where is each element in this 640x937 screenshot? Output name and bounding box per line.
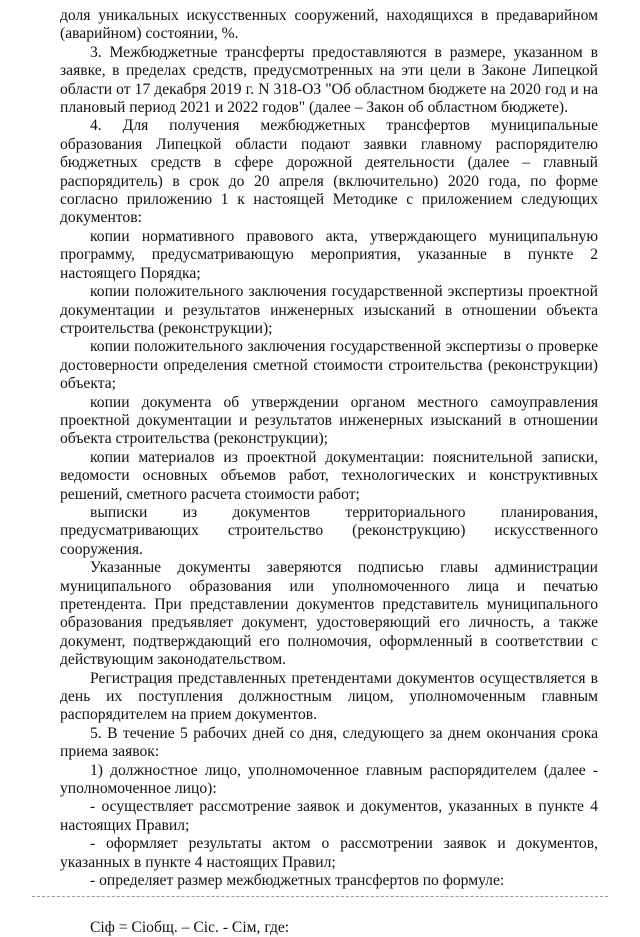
- paragraph-1: доля уникальных искусственных сооружений, находящихся в предаварийном (аварийном) состоянии, %.: [60, 7, 598, 43]
- paragraph-clause-5: 5. В течение 5 рабочих дней со дня, следующего за днем окончания срока приема заявок:: [60, 724, 598, 761]
- list-item-expertise-conclusion: копии положительного заключения государственной экспертизы проектной документации и результатов инженерных изысканий в отношении объекта строительства (реконструкции);: [60, 283, 598, 337]
- list-item-normative-act: копии нормативного правового акта, утверждающего муниципальную программу, предусматривающую мероприятия, указанные в пункте 2 настоящего Порядка;: [60, 227, 598, 282]
- list-item-approval-document: копии документа об утверждении органом местного самоуправления проектной документации и результатов инженерных изысканий в отношении объекта строительства (реконструкции);: [60, 393, 598, 448]
- paragraph-certification: Указанные документы заверяются подписью главы администрации муниципального образования или уполномоченного лица и печатью претендента. При представлении документов представитель муниципального образования предъявляет документ, удостоверяющий его личность, а также документ, подтверждающий его полномочия, оформленный в соответствии с действующим законодательством.: [60, 559, 598, 669]
- paragraph-subclause-1: 1) должностное лицо, уполномоченное главным распорядителем (далее - уполномоченное лицо):: [60, 761, 598, 798]
- paragraph-clause-3: 3. Межбюджетные трансферты предоставляются в размере, указанном в заявке, в пределах средств, предусмотренных на эти цели в Законе Липецкой области от 17 декабря 2019 г. N 318-ОЗ "Об областном бюджете на 2020 год и на плановый период 2021 и 2022 годов" (далее – Закон об областном бюджете).: [60, 43, 598, 117]
- paragraph-registration: Регистрация представленных претендентами документов осуществляется в день их поступления должностным лицом, уполномоченным главным распорядителем на прием документов.: [60, 669, 598, 724]
- paragraph-clause-4: 4. Для получения межбюджетных трансфертов муниципальные образования Липецкой области подают заявки главному распорядителю бюджетных средств в сфере дорожной деятельности (далее – главный распорядитель) в срок до 20 апреля (включительно) 2020 года, по форме согласно приложению 1 к настоящей Методике с приложением следующих документов:: [60, 117, 598, 227]
- list-item-planning-extracts: выписки из документов территориального планирования, предусматривающих строительство (реконструкцию) искусственного сооружения.: [60, 503, 598, 558]
- formula: Сiф = Сiобщ. – Сiс. - Сiм, где:: [90, 918, 290, 936]
- page-bottom-edge: [32, 896, 608, 897]
- document-body: [60, 7, 598, 937]
- list-item-review: - осуществляет рассмотрение заявок и документов, указанных в пункте 4 настоящих Правил;: [60, 798, 598, 834]
- list-item-project-materials: копии материалов из проектной документации: пояснительной записки, ведомости основных объемов работ, технологических и конструктивных решений, сметного расчета стоимости работ;: [60, 448, 598, 503]
- list-item-act: - оформляет результаты актом о рассмотрении заявок и документов, указанных в пункте 4 настоящих Правил;: [60, 835, 598, 871]
- list-item-cost-expertise: копии положительного заключения государственной экспертизы о проверке достоверности определения сметной стоимости строительства (реконструкции) объекта;: [60, 338, 598, 393]
- list-item-formula-intro: - определяет размер межбюджетных трансфертов по формуле:: [90, 872, 505, 890]
